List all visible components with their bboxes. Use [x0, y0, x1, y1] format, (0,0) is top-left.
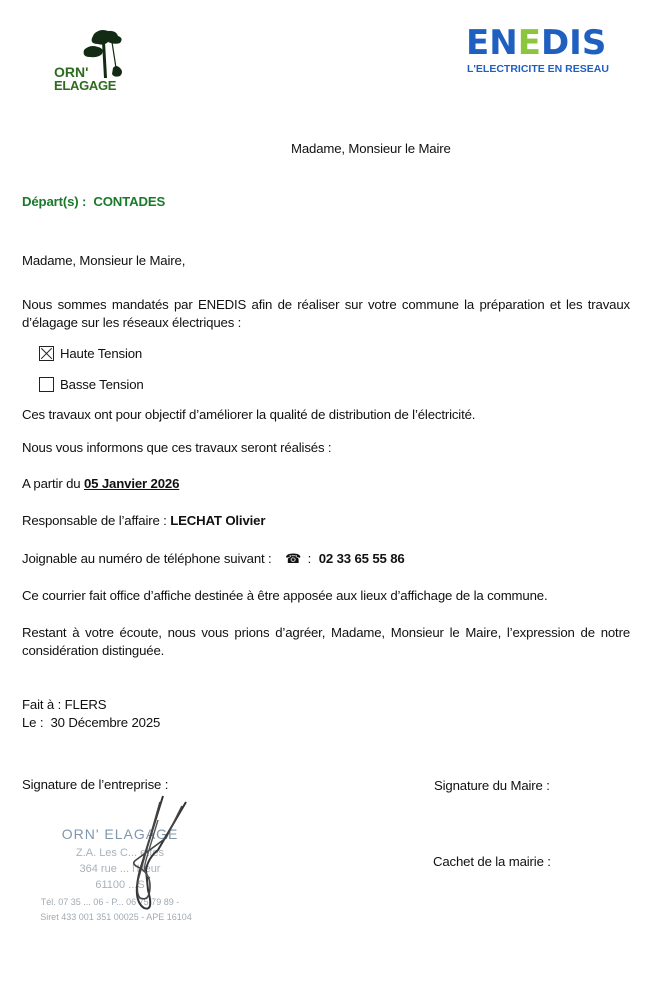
stamp-line-3: 61100 ...S: [95, 879, 145, 891]
orn-elagage-logo: [50, 28, 130, 94]
company-signature-label: Signature de l’entreprise :: [22, 777, 169, 792]
place-label: Fait à :: [22, 697, 62, 712]
start-date: 05 Janvier 2026: [83, 476, 180, 491]
stamp-line-5: Siret 433 001 351 00025 - APE 16104: [40, 912, 192, 922]
stamp-line-1: Z.A. Les C... ettes: [75, 847, 165, 859]
checkbox-checked[interactable]: [39, 346, 54, 361]
salutation: Madame, Monsieur le Maire,: [22, 253, 186, 268]
start-label: A partir du: [22, 476, 81, 491]
option-label: Basse Tension: [60, 377, 144, 392]
option-basse-tension[interactable]: [39, 376, 144, 394]
phone-line: [22, 550, 405, 568]
departure-line: [22, 193, 165, 211]
departure-value: CONTADES: [93, 194, 166, 209]
wordmark-letter: E: [517, 23, 541, 63]
handwritten-signature: [110, 790, 200, 920]
enedis-wordmark: [466, 23, 607, 63]
stamp-name: ORN' ELAGAGE: [61, 826, 179, 842]
logo-line-2: ELAGAGE: [54, 78, 117, 93]
objective: Ces travaux ont pour objectif d’améliorer la qualité de distribution de l’électricité.: [22, 407, 476, 422]
start-line: [22, 475, 179, 493]
posting-note: Ce courrier fait office d’affiche destinée à être apposée aux lieux d’affichage de la commune.: [22, 588, 548, 603]
enedis-logo: [466, 23, 616, 80]
phone-number: 02 33 65 55 86: [318, 551, 405, 566]
wordmark-letter: D: [540, 23, 570, 63]
wordmark-letter: I: [569, 23, 582, 63]
phone-separator: :: [307, 551, 312, 566]
recipient: Madame, Monsieur le Maire: [291, 141, 451, 156]
intro-paragraph: Nous sommes mandatés par ENEDIS afin de réaliser sur votre commune la préparation et les travaux d’élagage sur les réseaux électriques :: [22, 297, 630, 330]
date-label: Le :: [22, 715, 44, 730]
town-hall-stamp-label: Cachet de la mairie :: [433, 854, 551, 869]
wordmark-letter: S: [581, 23, 607, 63]
manager-name: LECHAT Olivier: [170, 513, 266, 528]
manager-label: Responsable de l’affaire :: [22, 513, 167, 528]
stamp-line-2: 364 rue ... l'Heur: [79, 863, 161, 875]
logo-line-1: ORN': [54, 64, 89, 80]
option-haute-tension[interactable]: [39, 345, 142, 363]
place-line: [22, 696, 106, 714]
date-value: 30 Décembre 2025: [50, 715, 161, 730]
manager-line: [22, 512, 265, 530]
phone-label: Joignable au numéro de téléphone suivant :: [22, 551, 272, 566]
stamp-line-4: Tél. 07 35 ... 06 - P... 06 75 79 89 -: [40, 897, 180, 907]
telephone-icon: ☎: [285, 551, 302, 566]
checkbox-unchecked[interactable]: [39, 377, 54, 392]
date-line: [22, 714, 160, 732]
mayor-signature-label: Signature du Maire :: [434, 778, 550, 793]
enedis-tagline: L'ELECTRICITE EN RESEAU: [467, 63, 609, 75]
option-label: Haute Tension: [60, 346, 143, 361]
closing-paragraph: Restant à votre écoute, nous vous prions d’agréer, Madame, Monsieur le Maire, l’expression de notre considération distinguée.: [22, 625, 630, 658]
place-value: FLERS: [64, 697, 107, 712]
wordmark-letter: N: [489, 23, 518, 63]
departure-label: Départ(s) :: [22, 194, 87, 209]
wordmark-letter: E: [466, 23, 490, 63]
inform: Nous vous informons que ces travaux seront réalisés :: [22, 440, 332, 455]
